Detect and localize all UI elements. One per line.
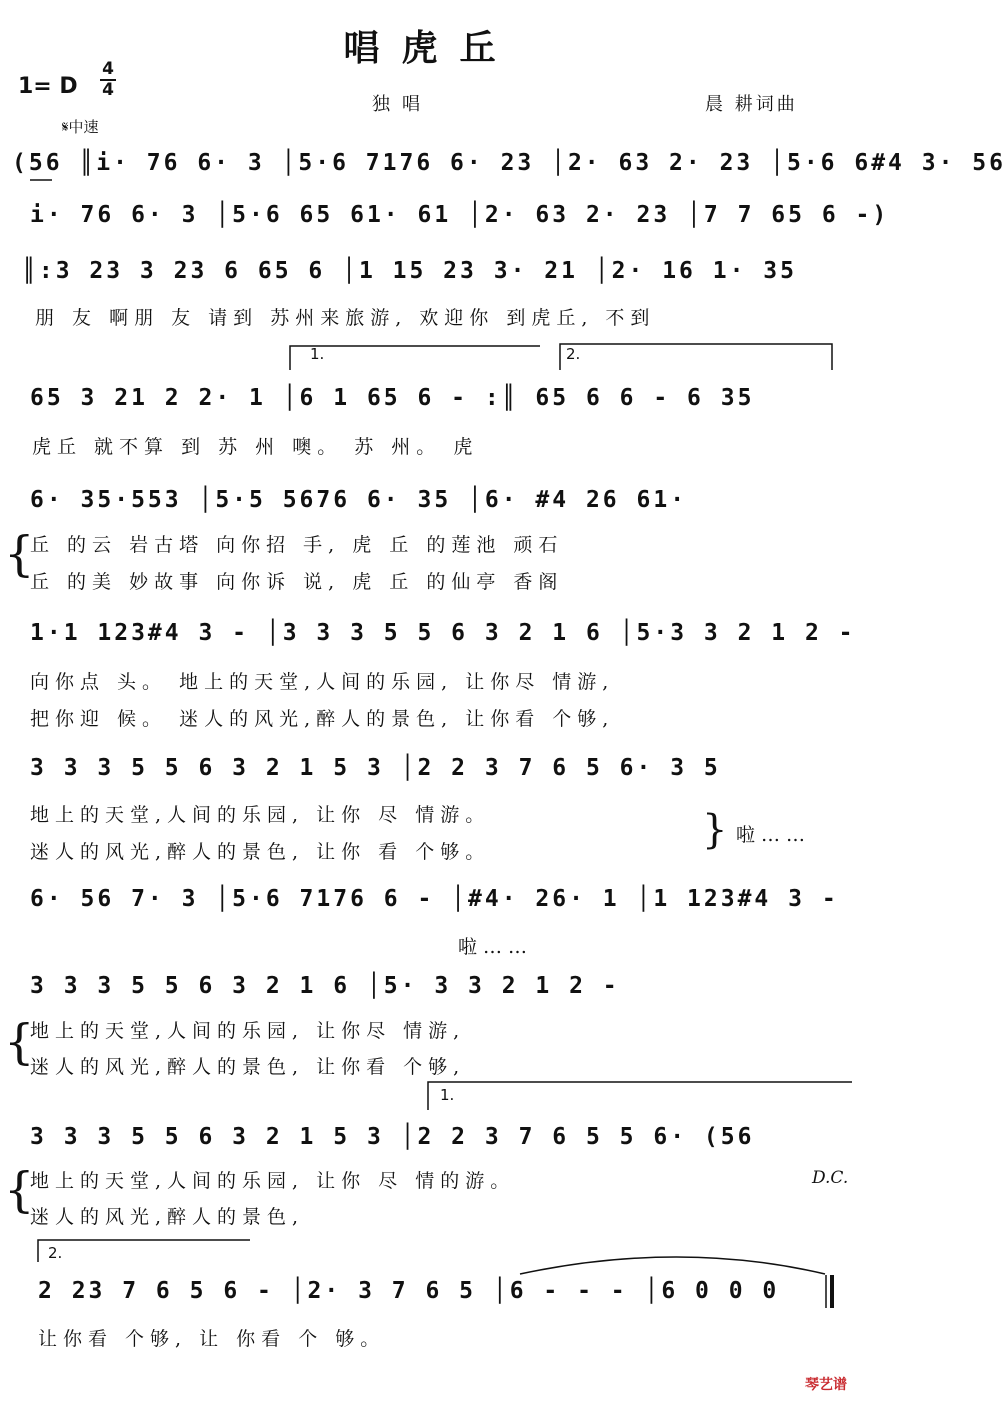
score-row-4-lyric: 虎丘 就不算 到 苏 州 噢。 苏 州。 虎 [32, 436, 479, 458]
score-row-9-lyric-2: 迷人的风光,醉人的景色, 让你看 个够, [30, 1056, 466, 1078]
score-row-6-lyric-2: 把你迎 候。 迷人的风光,醉人的景色, 让你看 个够, [30, 708, 615, 730]
ending-1-mark-2: 1. [440, 1086, 455, 1104]
score-row-3-lyric: 朋 友 啊朋 友 请到 苏州来旅游, 欢迎你 到虎丘, 不到 [35, 307, 656, 329]
score-row-7-lyric: 地上的天堂,人间的乐园, 让你 尽 情游。 [30, 804, 491, 826]
score-row-10-notes: 3 3 3 5 5 6 3 2 1 5 3 │2 2 3 7 6 5 5 6· (56 [30, 1124, 755, 1150]
score-row-2-notes: i· 76 6· 3 │5·6 65 61· 61 │2· 63 2· 23 │7 7 65 6 -) [30, 202, 890, 228]
key-signature: 1= D [18, 74, 78, 99]
tempo-marking: 𝄋中速 [62, 118, 99, 136]
score-row-5-lyric: 丘 的云 岩古塔 向你招 手, 虎 丘 的莲池 顽石 [30, 534, 564, 556]
score-row-10-lyric-2: 迷人的风光,醉人的景色, [30, 1206, 305, 1228]
verse-brace: { [4, 526, 35, 582]
score-row-7-lyric-2: 迷人的风光,醉人的景色, 让你 看 个够。 [30, 841, 491, 863]
ending-2-mark-2: 2. [48, 1244, 63, 1262]
score-row-6-notes: 1·1 123#4 3 - │3 3 3 5 5 6 3 2 1 6 │5·3 3 2 1 2 - [30, 620, 856, 646]
score-row-7-notes: 3 3 3 5 5 6 3 2 1 5 3 │2 2 3 7 6 5 6· 3 5 [30, 755, 721, 781]
score-row-9-notes: 3 3 3 5 5 6 3 2 1 6 │5· 3 3 2 1 2 - [30, 973, 620, 999]
da-capo-mark: D.C. [812, 1168, 849, 1188]
time-signature-bottom: 4 [102, 80, 114, 100]
site-watermark: 琴艺谱 [805, 1377, 847, 1393]
score-row-1-notes: (56 ║i· 76 6· 3 │5·6 7176 6· 23 │2· 63 2· 23 │5·6 6#4 3· 56 [12, 150, 1006, 176]
volta-2-bracket-2 [38, 1240, 250, 1262]
score-row-6-lyric: 向你点 头。 地上的天堂,人间的乐园, 让你尽 情游, [30, 671, 615, 693]
la-aside: 啦…… [736, 824, 812, 846]
score-row-8-notes: 6· 56 7· 3 │5·6 7176 6 - │#4· 26· 1 │1 123#4 3 - [30, 886, 839, 912]
score-row-8-lyric: 啦…… [458, 936, 534, 958]
composer-credit: 晨 耕词曲 [705, 94, 798, 115]
final-tie-arc [520, 1257, 825, 1274]
ending-2-mark: 2. [566, 345, 581, 363]
score-row-11-lyric: 让你看 个够, 让 你看 个 够。 [38, 1328, 386, 1350]
performance-type: 独唱 [372, 94, 432, 115]
score-row-9-lyric: 地上的天堂,人间的乐园, 让你尽 情游, [30, 1020, 466, 1042]
score-row-5-notes: 6· 35·553 │5·5 5676 6· 35 │6· #4 26 61· [30, 487, 688, 513]
time-signature-top: 4 [102, 59, 114, 79]
ending-1-mark: 1. [310, 345, 325, 363]
score-row-5-lyric-2: 丘 的美 妙故事 向你诉 说, 虎 丘 的仙亭 香阁 [30, 571, 564, 593]
song-title: 唱虎丘 [343, 27, 518, 69]
repeat-brace: } [702, 807, 728, 853]
volta-1-bracket-2 [428, 1082, 852, 1110]
volta-2-bracket [560, 344, 832, 370]
verse-brace-2: { [4, 1014, 35, 1070]
score-row-4-notes: 65 3 21 2 2· 1 │6 1 65 6 - :║ 65 6 6 - 6 35 [30, 385, 755, 411]
volta-1-bracket [290, 346, 540, 370]
score-row-3-notes: ║:3 23 3 23 6 65 6 │1 15 23 3· 21 │2· 16 1· 35 [22, 258, 797, 284]
score-row-10-lyric: 地上的天堂,人间的乐园, 让你 尽 情的游。 [30, 1170, 516, 1192]
score-row-11-notes: 2 23 7 6 5 6 - │2· 3 7 6 5 │6 - - - │6 0 0 0 [38, 1278, 780, 1304]
verse-brace-3: { [4, 1162, 35, 1218]
